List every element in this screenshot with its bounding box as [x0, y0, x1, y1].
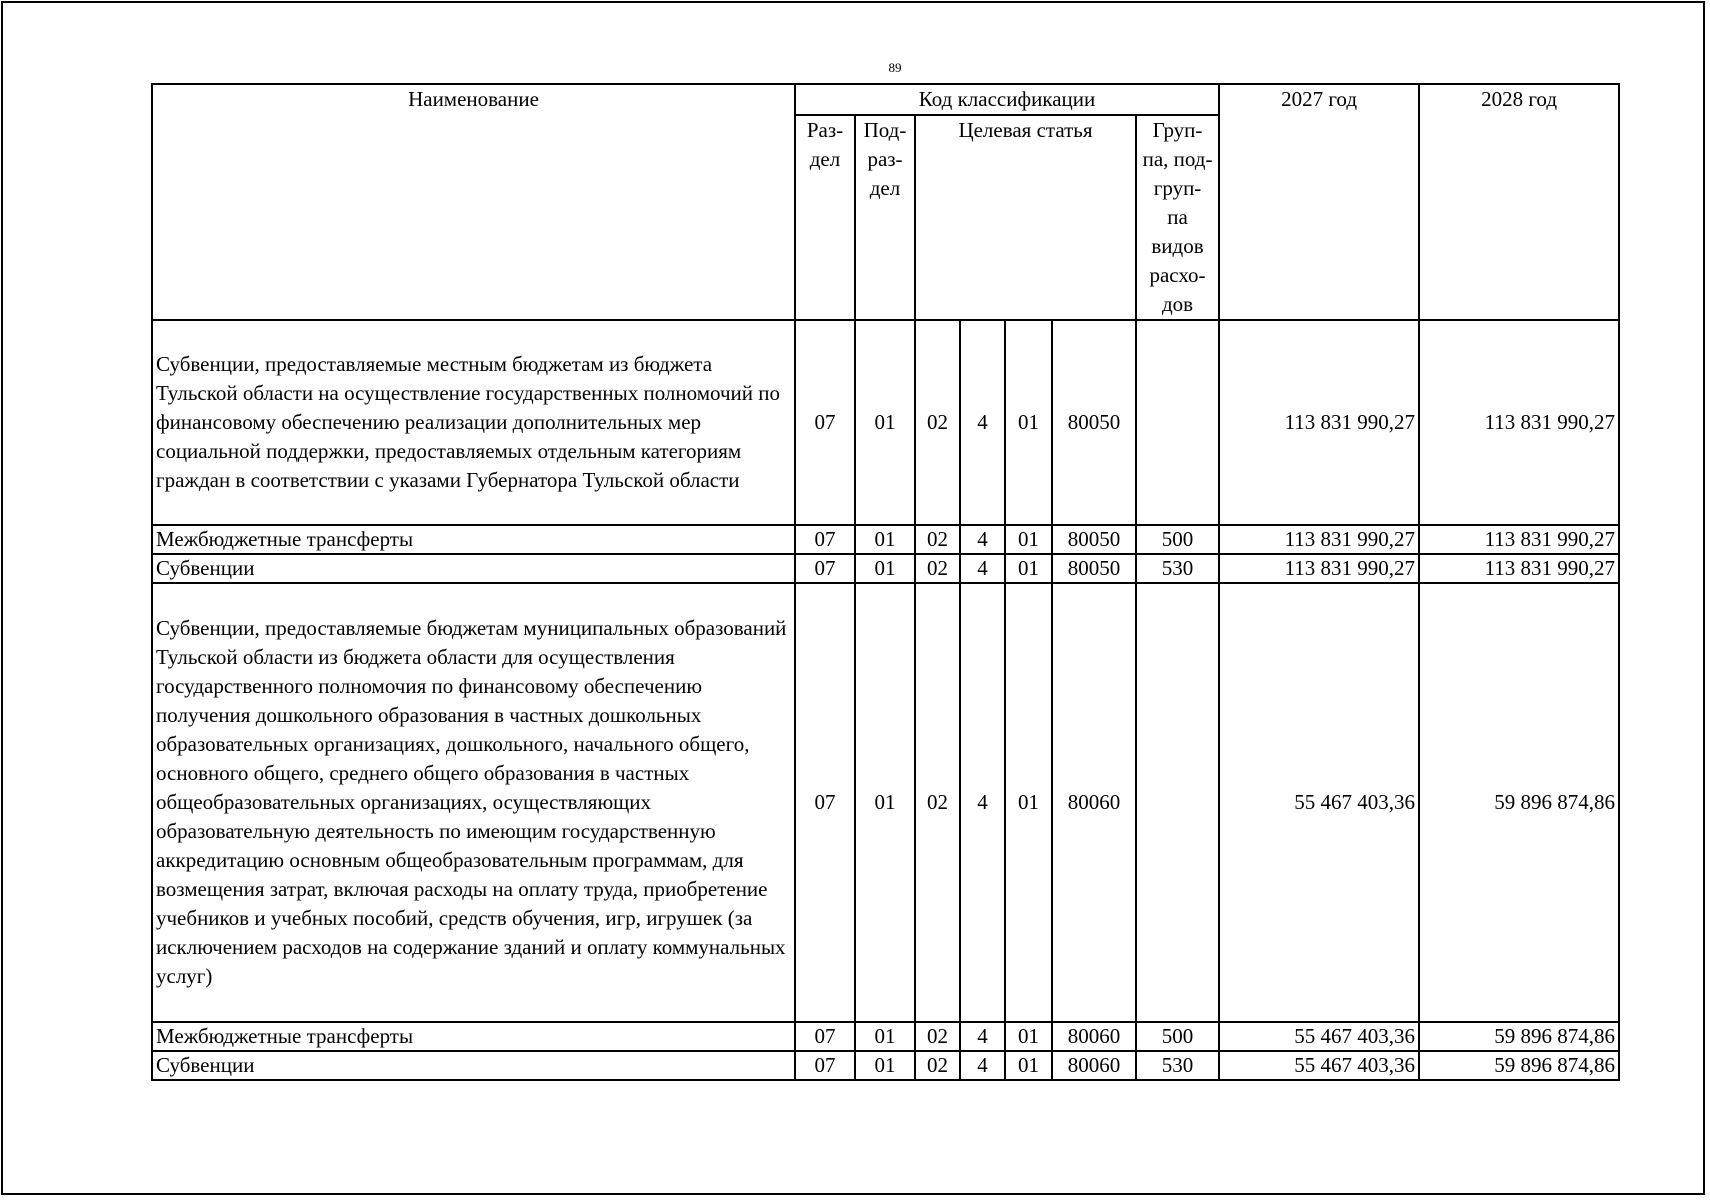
table-row — [152, 554, 1619, 583]
row-value-2028: 59 896 874,86 — [1419, 1051, 1619, 1080]
row-target-3: 01 — [1005, 554, 1052, 583]
row-target-2: 4 — [960, 525, 1005, 554]
header-section-label: Раз- дел — [806, 118, 844, 171]
row-group: 500 — [1136, 525, 1219, 554]
table-row — [152, 320, 1619, 525]
row-subsection: 01 — [855, 1022, 915, 1051]
row-group: 500 — [1136, 1022, 1219, 1051]
row-target-3: 01 — [1005, 583, 1052, 1022]
row-name: Субвенции, предоставляемые бюджетам муниципальных образований Тульской области из бюджета области для осуществления государственного полномочия по финансовому обеспечению получения дошкольного образования в частных дошкольных образовательных организациях, дошкольного, начального общего, основного общего, среднего общего образования в частных общеобразовательных организациях, осуществляющих образовательную деятельность по имеющим государственную аккредитацию основным общеобразовательным программам, для возмещения затрат, включая расходы на оплату труда, приобретение учебников и учебных пособий, средств обучения, игр, игрушек (за исключением расходов на содержание зданий и оплату коммунальных услуг) — [152, 583, 795, 1022]
row-name: Субвенции — [152, 554, 795, 583]
row-name: Субвенции, предоставляемые местным бюджетам из бюджета Тульской области на осуществление государственных полномочий по финансовому обеспечению реализации дополнительных мер социальной поддержки, предоставляемых отдельным категориям граждан в соответствии с указами Губернатора Тульской области — [152, 320, 795, 525]
row-section: 07 — [795, 1051, 855, 1080]
row-value-2027: 113 831 990,27 — [1219, 525, 1419, 554]
row-subsection: 01 — [855, 583, 915, 1022]
table-row — [152, 525, 1619, 554]
row-group: 530 — [1136, 554, 1219, 583]
row-name: Субвенции — [152, 1051, 795, 1080]
row-group: 530 — [1136, 1051, 1219, 1080]
row-target-3: 01 — [1005, 1051, 1052, 1080]
row-target-2: 4 — [960, 554, 1005, 583]
row-value-2028: 59 896 874,86 — [1419, 1022, 1619, 1051]
row-target-4: 80060 — [1052, 583, 1136, 1022]
row-value-2028: 59 896 874,86 — [1419, 583, 1619, 1022]
row-target-1: 02 — [915, 525, 960, 554]
row-name: Межбюджетные трансферты — [152, 525, 795, 554]
row-target-1: 02 — [915, 320, 960, 525]
row-value-2027: 55 467 403,36 — [1219, 1022, 1419, 1051]
header-year-2027: 2027 год — [1219, 84, 1419, 320]
table-row — [152, 1022, 1619, 1051]
row-section: 07 — [795, 320, 855, 525]
row-value-2027: 113 831 990,27 — [1219, 554, 1419, 583]
row-value-2028: 113 831 990,27 — [1419, 320, 1619, 525]
header-section — [795, 115, 855, 320]
row-value-2028: 113 831 990,27 — [1419, 554, 1619, 583]
row-target-2: 4 — [960, 583, 1005, 1022]
row-target-2: 4 — [960, 1022, 1005, 1051]
row-target-3: 01 — [1005, 320, 1052, 525]
row-target-1: 02 — [915, 554, 960, 583]
table-row — [152, 1051, 1619, 1080]
row-target-4: 80050 — [1052, 525, 1136, 554]
header-subsection-label: Под- раз- дел — [863, 118, 907, 200]
row-subsection: 01 — [855, 525, 915, 554]
header-expense-group — [1136, 115, 1219, 320]
page-number: 89 — [888, 60, 902, 75]
row-target-4: 80050 — [1052, 554, 1136, 583]
budget-table — [151, 83, 1620, 1081]
row-name: Межбюджетные трансферты — [152, 1022, 795, 1051]
row-target-4: 80060 — [1052, 1051, 1136, 1080]
row-section: 07 — [795, 583, 855, 1022]
row-section: 07 — [795, 1022, 855, 1051]
row-target-3: 01 — [1005, 525, 1052, 554]
row-value-2027: 113 831 990,27 — [1219, 320, 1419, 525]
row-target-2: 4 — [960, 1051, 1005, 1080]
row-target-1: 02 — [915, 1022, 960, 1051]
row-target-3: 01 — [1005, 1022, 1052, 1051]
header-target-article: Целевая статья — [915, 115, 1136, 320]
row-target-1: 02 — [915, 583, 960, 1022]
table-row — [152, 583, 1619, 1022]
row-subsection: 01 — [855, 554, 915, 583]
row-subsection: 01 — [855, 1051, 915, 1080]
row-subsection: 01 — [855, 320, 915, 525]
row-target-4: 80050 — [1052, 320, 1136, 525]
row-target-1: 02 — [915, 1051, 960, 1080]
row-target-2: 4 — [960, 320, 1005, 525]
header-expense-group-label: Груп- па, под- груп- па видов расхо- дов — [1142, 118, 1213, 316]
row-value-2028: 113 831 990,27 — [1419, 525, 1619, 554]
row-value-2027: 55 467 403,36 — [1219, 583, 1419, 1022]
row-target-4: 80060 — [1052, 1022, 1136, 1051]
header-subsection — [855, 115, 915, 320]
row-section: 07 — [795, 554, 855, 583]
header-year-2028: 2028 год — [1419, 84, 1619, 320]
row-value-2027: 55 467 403,36 — [1219, 1051, 1419, 1080]
row-group — [1136, 583, 1219, 1022]
row-group — [1136, 320, 1219, 525]
row-section: 07 — [795, 525, 855, 554]
header-name: Наименование — [152, 84, 795, 320]
header-classification: Код классификации — [795, 84, 1219, 115]
